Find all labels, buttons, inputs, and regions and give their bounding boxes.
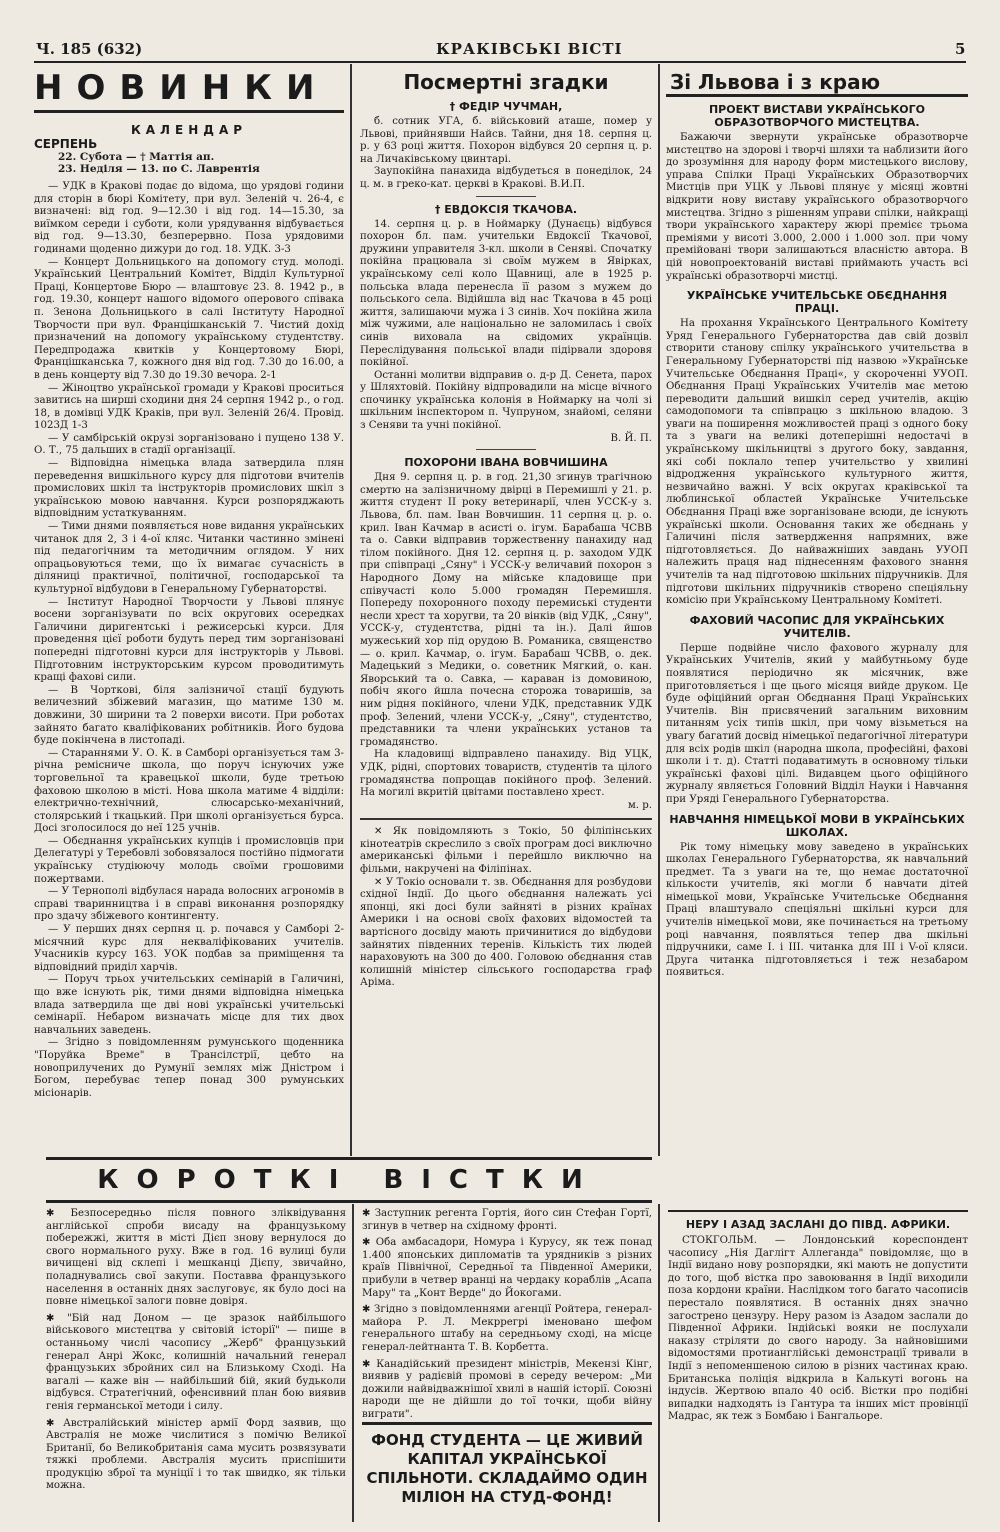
- obituary-heading: † ЕВДОКСІЯ ТКАЧОВА.: [434, 202, 578, 216]
- news-item: — УДК в Кракові подає до відома, що урядові години для сторін в бюрі Комітету, при вул. Зеленій ч. 26-4, є визначені: від год. 9—12.30 і від год. 14—15.30, за виїмком середи і суботи, коли урядування відбувається від год. 9—13.30, безперервно. Поза урядовими годинами щоденно дижури до год. 18. УДК. 3-3: [34, 181, 344, 255]
- short-news-item: ✱ Австралійський міністер армії Форд заявив, що Австралія не може числитися з помічю Великої Британії, бо Великобританія сама мусить розвязувати тяжкі проблеми. Австралія мусить приспішити продукцію зброї та муніції і то так швидко, як тільки можна.: [46, 1417, 346, 1492]
- afrika-title: НЕРУ І АЗАД ЗАСЛАНІ ДО ПІВД. АФРИКИ.: [685, 1218, 951, 1231]
- lviv-section: [666, 70, 968, 1156]
- obituary-text: Останні молитви відправив о. д-р Д. Сенета, парох у Шляхтовій. Покійну відпровадили на місце вічного спочинку українська колонія в Ноймарку на чолі зі шкільним інспектором п. Чупруном, знайомі, селяни з Сеняви та учні покійної.: [360, 369, 652, 432]
- obituary-signature: В. Й. П.: [610, 432, 652, 444]
- obituary-signature: м. р.: [627, 799, 652, 811]
- obituary-text: Дня 9. серпня ц. р. в год. 21,30 згинув трагічною смертю на залізничному двірці в Перемишлі у 21. р. життя студент II року ветеринарії, член УССК-у з. Львова, бл. пам. Іван Вовчишин. 11 серпня ц. р. о. крил. Іван Качмар в асисті о. ігум. Барабаша ЧСВВ та о. Савки відправив торжественну панахиду над тілом покійного. Дня 12. серпня ц. р. заходом УДК при співпраці „Сяну" і УССК-у величавий похорон з Народного Дому на мійське кладовище при співучасті коло 5.000 громадян Перемишля. Попереду похоронного походу перемиські студенти несли хрест та хоругви, та 20 вінків (від УДК, „Сяну", УССК-у, студентства, рідні та ін.). Далі йшов мужеський хор під орудою В. Романика, священство — о. крил. Качмар, о. ігум. Барабаш ЧСВВ, о. дек. Мадецький з Медики, о. советник Мягкий, о. кан. Яворський та о. Савка, — караван із домовиною, побіч якого йшла почесна сторожа товаришів, за ним рідня покійного, члени УДК, представник УДК проф. Зелений, члени УССК-у, „Сяну", студентство, представники та члени українських установ та громадянство.: [360, 472, 652, 748]
- tokyo-news: ✕ Як повідомляють з Токіо, 50 філіпінських кінотеатрів скреслило з своїх програм досі виключно американські фільми і перейшло виключно на фільми, накручені на Філіпінах.: [360, 826, 652, 876]
- news-item: — У Тернополі відбулася нарада волосних агрономів в справі тваринництва і в справі виконання розпорядку про здачу збіжевого контингенту.: [34, 886, 344, 923]
- news-item: — Інститут Народної Творчости у Львові плянує восени зорганізувати по всіх округових осередках Галичини диригентські і режисерські курси. Для проведення цієї роботи будуть перед тим зорганізовані попередні підготовні курси для інструкторів у Львові. Підготовним інструкторським курсом проводитимуть кращі фахові сили.: [34, 596, 344, 684]
- column-divider: [658, 64, 660, 1156]
- article-text: Рік тому німецьку мову заведено в українських школах Генерального Губернаторства, як навчальний предмет. Та з уваги на те, що немає достаточної кількости учителів, які могли б навчати дітей німецької мови, Українське Учительське Обєднання Праці влаштувало спеціяльні шкільні курси для учителів німецької мови, яке починається на третьому році навчання, появляться тепер два шкільні підручники, саме I. і III. читанка для III і V-ої кляси. Друга читанка підготовляється і теж незабаром появиться.: [666, 841, 968, 979]
- lviv-title: Зі Львова і з краю: [666, 70, 968, 97]
- news-item: — У перших днях серпня ц. р. почався у Самборі 2-місячний курс для некваліфікованих учителів. Учасників курсу 163. УОК подбав за приміщення та відповідний приділ харчів.: [34, 924, 344, 973]
- news-item: — Концерт Дольницького на допомогу студ. молоді. Український Центральний Комітет, Відділ Культурної Праці, Концертове Бюро — влаштовує 23. 8. 1942 р., в год. 19.30, концерт нашого відомого оперового співака п. Зенона Дольницького в салі Інституту Народної Творчости при вул. Францішканській 7. Чистий дохід призначений на допомогу українському студентству. Передпродажа квитків у Концертовому Бюрі, Францішканська 7, кожного дня від год. 7.30 до 16.00, а в день концерту від 7.30 до 19.30 вечора. 2-1: [34, 256, 344, 381]
- column-divider: [658, 1204, 660, 1522]
- header-rule: [34, 61, 966, 63]
- obituaries-section: [360, 70, 652, 1156]
- fund-banner: [362, 1422, 652, 1521]
- obituaries-title: Посмертні згадки: [403, 70, 609, 94]
- article-text: Бажаючи звернути українське образотворче мистецтво на здорові і творчі шляхи та наблизити його до зрозуміння для народу форм мистецького вислову, управа Спілки Праці Українських Образотворчих Мистців при УЦК у Львові плянує у місяці жовтні відкрити нову виставу українського образотворчого мистецтва. Згідно з рішенням управи спілки, найкращі твори українського характеру жюрі премієє трьома преміями у висоті 3.000, 2.000 і 1.000 зол. при чому премійовані твори залишаються власністю автора. В цій новопроектованій виставі приймають участь всі українські образотворчі мистці.: [666, 132, 968, 282]
- calendar-day: 23. Неділя — 13. по С. Лаврентія: [58, 163, 260, 175]
- article-heading: ФАХОВИЙ ЧАСОПИС ДЛЯ УКРАЇНСЬКИХ УЧИТЕЛІВ.: [689, 613, 945, 640]
- column-divider: [352, 1204, 354, 1522]
- news-item: — У самбірській окрузі зорганізовано і пущено 138 У. О. Т., 75 дальших в стадії організації.: [34, 432, 344, 457]
- korotki-banner: [46, 1157, 652, 1203]
- article-heading: НАВЧАННЯ НІМЕЦЬКОЇ МОВИ В УКРАЇНСЬКИХ ШКОЛАХ.: [669, 812, 965, 839]
- column-divider: [350, 64, 352, 1156]
- issue-number: Ч. 185 (632): [36, 40, 143, 58]
- obituary-text: На кладовищі відправлено панахиду. Від УЦК, УДК, рідні, спортових товариств, студентів та цілого громадянства попрощав покійного проф. Зелений. На могилі вкритій цвітами поставлено хрест.: [360, 749, 652, 799]
- news-item: — Згідно з повідомленням румунського щоденника "Поруйка Време" в Трансілстрії, цебто на новоприлучених до Румунії землях між Дністром і Богом, перебуває тепер понад 300 румунських місіонарів.: [34, 1037, 344, 1099]
- korotki-column-1: [46, 1204, 346, 1524]
- novynky-section: [34, 66, 344, 1156]
- article-heading: УКРАЇНСЬКЕ УЧИТЕЛЬСЬКЕ ОБЄДНАННЯ ПРАЦІ.: [686, 289, 948, 316]
- news-item: — Жіноцтво української громади у Кракові проситься завитись на ширші сходини дня 24 серпня 1942 р., о год. 18, в домівці УДК Краків, при вул. Зеленій 26/4. Провід. 1023Д 1-3: [34, 382, 344, 432]
- short-news-item: ✱ Заступник регента Гортія, його син Стефан Гортї, згинув в четвер на східному фронті.: [362, 1208, 652, 1232]
- article-text: Перше подвійне число фахового журналу для Українських Учителів, який у майбутньому буде появлятися періодично як місячник, вже приготовляється і ще цього місяця вийде друком. Це буде офіційний орган Обєднання Праці Українських Учителів. Він присвячений загальним виховним питанням усіх типів шкіл, при чому візьметься на увагу багатий досвід німецької педагогічної літератури для всіх родів шкіл (народна школа, професійні, фахові школи і т. д). Статті подаватимуть в основному тільки українські фахові цілі. Видавцем цього офіційного журналу являється Головний Відділ Науки і Навчання при Уряді Генерального Губернаторства.: [666, 642, 968, 805]
- newspaper-title: КРАКІВСЬКІ ВІСТІ: [436, 40, 623, 58]
- short-news-item: ✱ Згідно з повідомленнями агенції Ройтера, генерал-майора Р. Л. Мекррегрі іменовано шефом генерального штабу на середньому сході, на місце генерал-лейтнанта Т. В. Корбетта.: [362, 1304, 652, 1353]
- news-item: — Відповідна німецька влада затвердила плян переведення вишкільного курсу для підготови вчителів промислових шкіл та інструкторів промислових шкіл з українською мовою навчання. Курси розпоряджають відповідним устаткуванням.: [34, 458, 344, 520]
- short-news-item: ✱ Канадійський президент міністрів, Мекензі Кінг, виявив у радієвій промові в середу вечером: „Ми дожили найвідважнішої хвилі в нашій історії. Союзні народи ще не дійшли до тої точки, щоби війну виграти".: [362, 1358, 652, 1420]
- article-heading: ПРОЕКТ ВИСТАВИ УКРАЇНСЬКОГО ОБРАЗОТВОРЧОГО МИСТЕЦТВА.: [708, 103, 926, 129]
- obituary-heading: ПОХОРОНИ ІВАНА ВОВЧИШИНА: [404, 456, 608, 470]
- news-item: — В Чорткові, біля залізничої стації будують величезний збіжевий магазин, що матиме 130 м. довжини, 30 ширини та 2 поверхи висоти. При роботах зайнято багато кваліфікованих робітників. Його будова буде покінчена в листопаді.: [34, 684, 344, 747]
- fund-text: ФОНД СТУДЕНТА — ЦЕ ЖИВИЙ КАПІТАЛ УКРАЇНСЬКОЇ СПІЛЬНОТИ. СКЛАДАЙМО ОДИН МІЛІОН НА СТУД-ФОНД!: [366, 1431, 648, 1506]
- page-number: 5: [955, 40, 966, 58]
- calendar-month: СЕРПЕНЬ: [34, 137, 98, 151]
- obituary-text: 14. серпня ц. р. в Ноймарку (Дунаєць) відбувся похорон бл. пам. учительки Евдоксії Ткачової, дружини управителя 3-кл. школи в Сеняві. Спочатку покійна працювала зі своїм мужем в Явірках, українському селі коло Щавниці, але в 1925 р. польська влада перенесла її разом з мужем до польського села. Відійшла від нас Ткачова в 45 році життя, залишаючи мужа і 3 синів. Хоч покійна жила між чужими, але національно не заломилась і своїх синів виховала на свідомих українців. Переслідування польської влади підірвали здоровя покійної.: [360, 218, 652, 369]
- novynky-title: НОВИНКИ: [34, 66, 344, 113]
- short-news-item: ✱ "Бій над Доном — це зразок найбільшого військового мистецтва у світовій історії" — пише в останньому числі часопису „Жерб" французький генерал Анрі Жокс, колишній начальний генерал французьких збройних сил на Близькому Сході. На вагалі — каже він — найбільший бій, який будьколи відбувся. Стратегічний, офенсивний план бою виявив генія германської методи і силу.: [46, 1312, 346, 1412]
- news-item: — Тими днями появляється нове видання українських читанок для 2, 3 і 4-ої кляс. Читанки частинно змінені під педагогічним та методичним оглядом. У них опрацьовуються теми, що їх вимагає сучасність в діляниці практичної, політичної, господарської та культурної відбудови в Генеральному Губернаторстві.: [34, 521, 344, 595]
- news-item: — Стараннями У. О. К. в Самборі організується там 3-річна ремісниче школа, що поруч існуючих уже торговельної та кравецької школи, буде третьою фаховою школою в місті. Нова школа матиме 4 відділи: електрично-технічний, слюсарсько-механічний, столярський і ткацький. При школі організується бурса. Досі зголосилося до неї 125 учнів.: [34, 747, 344, 835]
- calendar-label: КАЛЕНДАР: [130, 123, 248, 137]
- short-news-item: ✱ Оба амбасадори, Номура і Курусу, як теж понад 1.400 японських дипломатів та урядників з різних країв Північної, Середньої та Південної Америки, прибули в четвер вранці на чердаку кораблів „Асапа Мару" та „Конт Верде" до Йокогами.: [362, 1237, 652, 1299]
- korotki-title: КОРОТКІ ВІСТКИ: [97, 1165, 601, 1195]
- obituary-text: Заупокійна панахида відбудеться в понеділок, 24 ц. м. в греко-кат. церкві в Кракові. В.И.П.: [360, 166, 652, 190]
- article-text: На прохання Українського Центрального Комітету Уряд Генерального Губернаторства дав свій дозвіл створити становy спілку українського учительства в Генеральному Губернаторстві під назвою »Українське Учительське Обєднання Праці«, у скороченні УУОП. Обєднання Праці Українських Учителів має метою переводити дальший вишкіл серед учителів, акцію самодопомоги та співпрацю з шкільною владою. З уваги на поширення можливостей праці з одного боку та з уваги на великі дотеперішні недостачі в українському шкільництві з другого боку, завдання, які собі поклало тепер учительство у хвилині відродження українського культурного життя, незвичайно важні. У всіх округах краківської та люблинської областей Українське Учительське Обєднання Праці вже зорганізоване всюди, де існують українські школи. Основання таких же обєднань у Галичині після затвердження нaпрямних, вже підготовляється. До найважніших завдань УУОП належить праця над піднесенням фахового знання учителів та над підготовою шкільних підручників. Для підготови шкільних підручників створено спеціяльну комісію при Українському Центральному Комітеті.: [666, 318, 968, 607]
- korotki-column-2: [362, 1204, 652, 1420]
- obituary-text: б. сотник УГА, б. військовий аташе, помер у Львові, прийнявши Найсв. Тайни, дня 18. серпня ц. р. у 63 році життя. Похорон відбувся 20 серпня ц. р. на Личаківському цвинтарі.: [360, 116, 652, 165]
- tokyo-news: ✕ У Токіо основали т. зв. Обєднання для розбудови східної Індії. До цього обєднання належать усі японці, які досі були зайняті в різних країнах Америки і на основі своїх фахових відомостей та вартісного досвіду мають причинитися до відбудови зайнятих південних терeнів. Кількість тих людей нараховують на 300 до 400. Головою обєднання став колишній міністер сільського господарства граф Аріма.: [360, 876, 652, 989]
- news-item: — Поруч трьох учительських семінарій в Галичині, що вже існують рік, тими днями відповідна німецька влада затвердила ще дві нові українські учительські семінарії. Небаром визначать місце для тих двох навчальних заведень.: [34, 974, 344, 1036]
- short-news-item: ✱ Безпосередньо після повного зліквідування англійської спроби висаду на французькому побережжі, життя в місті Дієп знову вернулося до свого нормального руху. Вже в год. 16 вулиці були вичищені від склепі і мешканці Дієпу, звичайно, поладнувались свої закупи. Поставва французького населення в останніх днях заслуговує, як було досі на повне німецької залоги повне довіря.: [46, 1208, 346, 1308]
- afrika-text: СТОКГОЛЬМ. — Лондонський кореспондент часопису „Нія Даглігт Аллеганда" повідомляє, що в Індії видано нову розпорядки, які мають не допустити до того, щоб вістка про завоювання в Індії виходили поза кордони країни. Наслідком того багато часописів перестало появлятися. В останніх днях значно загострено цензуру. Неру разом із Азадом заслали до Південної Африки. Індійські вояки не послухали наказу стріляти до свого народу. За найновішими відомостями протианглійські демонстрації тривали в Індії з непоменшеною силою в різних частинах краю. Британська поліція відкрила в Калькуті вогонь на індусів. Жертвою впало 40 осіб. Вістки про подібні випадки надходять із Гантура та інших міст провінції Мадрас, як теж з Бомбаю і Бангальоре.: [668, 1235, 968, 1423]
- afrika-article: [668, 1210, 968, 1524]
- obituary-heading: † ФЕДІР ЧУЧМАН,: [449, 100, 563, 113]
- calendar-day: 22. Субота — † Маттія ап.: [58, 151, 215, 163]
- news-item: — Обєднання українських купців і промисловців при Делегатурі у Теребовлі зобовязалося постійно підмогати українську студіюючу молодь своїми грошовими пожертвами.: [34, 835, 344, 885]
